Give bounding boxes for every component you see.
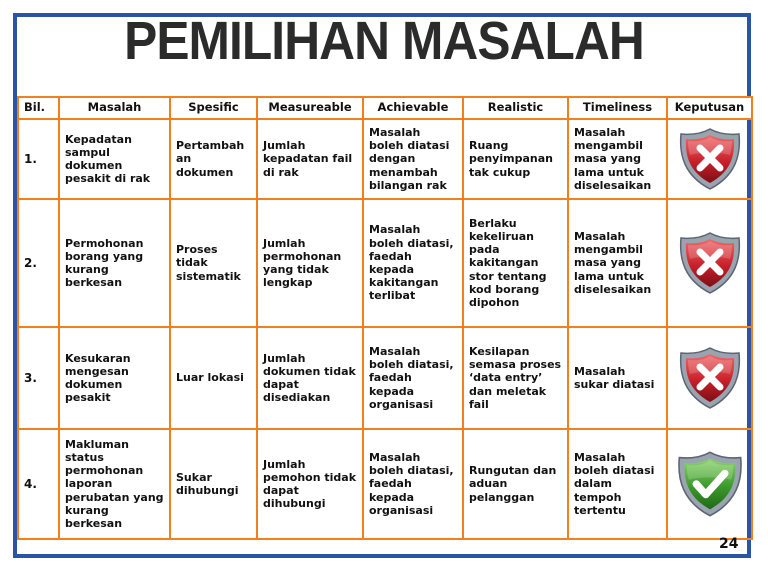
table-row — [18, 429, 752, 539]
header-measureable: Measureable — [257, 97, 363, 119]
cell-measureable: Jumlah kepadatan fail di rak — [257, 119, 363, 199]
header-spesific: Spesific — [170, 97, 257, 119]
cell-achievable: Masalah boleh diatasi, faedah kepada kakitangan terlibat — [363, 199, 463, 327]
row-number: 4. — [18, 429, 59, 539]
cell-spesific: Pertambah an dokumen — [170, 119, 257, 199]
header-timeliness: Timeliness — [568, 97, 667, 119]
cell-spesific: Sukar dihubungi — [170, 429, 257, 539]
cell-keputusan — [667, 119, 752, 199]
shield-check-icon — [673, 438, 747, 530]
header-masalah: Masalah — [59, 97, 170, 119]
cell-measureable: Jumlah permohonan yang tidak lengkap — [257, 199, 363, 327]
cell-achievable: Masalah boleh diatasi dengan menambah bilangan rak — [363, 119, 463, 199]
header-keputusan: Keputusan — [667, 97, 752, 119]
shield-x-icon — [675, 126, 745, 192]
header-achievable: Achievable — [363, 97, 463, 119]
header-bil: Bil. — [18, 97, 59, 119]
cell-measureable: Jumlah dokumen tidak dapat disediakan — [257, 327, 363, 429]
header-row — [18, 97, 752, 119]
page-title: PEMILIHAN MASALAH — [124, 11, 644, 71]
table-row — [18, 327, 752, 429]
cell-masalah: Kesukaran mengesan dokumen pesakit — [59, 327, 170, 429]
cell-measureable: Jumlah pemohon tidak dapat dihubungi — [257, 429, 363, 539]
cell-realistic: Ruang penyimpanan tak cukup — [463, 119, 568, 199]
cell-spesific: Proses tidak sistematik — [170, 199, 257, 327]
cell-masalah: Kepadatan sampul dokumen pesakit di rak — [59, 119, 170, 199]
cell-keputusan — [667, 327, 752, 429]
cell-achievable: Masalah boleh diatasi, faedah kepada organisasi — [363, 429, 463, 539]
cell-masalah: Permohonan borang yang kurang berkesan — [59, 199, 170, 327]
cell-timeliness: Masalah sukar diatasi — [568, 327, 667, 429]
cell-timeliness: Masalah mengambil masa yang lama untuk diselesaikan — [568, 119, 667, 199]
cell-realistic: Berlaku kekeliruan pada kakitangan stor tentang kod borang dipohon — [463, 199, 568, 327]
header-realistic: Realistic — [463, 97, 568, 119]
cell-masalah: Makluman status permohonan laporan perubatan yang kurang berkesan — [59, 429, 170, 539]
row-number: 2. — [18, 199, 59, 327]
cell-keputusan — [667, 429, 752, 539]
cell-timeliness: Masalah mengambil masa yang lama untuk diselesaikan — [568, 199, 667, 327]
page-number: 24 — [719, 536, 739, 552]
row-number: 3. — [18, 327, 59, 429]
cell-achievable: Masalah boleh diatasi, faedah kepada organisasi — [363, 327, 463, 429]
problem-selection-table — [17, 96, 753, 540]
cell-keputusan — [667, 199, 752, 327]
cell-spesific: Luar lokasi — [170, 327, 257, 429]
table-row — [18, 199, 752, 327]
shield-x-icon — [675, 343, 745, 413]
table-row — [18, 119, 752, 199]
row-number: 1. — [18, 119, 59, 199]
cell-realistic: Rungutan dan aduan pelanggan — [463, 429, 568, 539]
cell-realistic: Kesilapan semasa proses ‘data entry’ dan meletak fail — [463, 327, 568, 429]
shield-x-icon — [675, 223, 745, 303]
cell-timeliness: Masalah boleh diatasi dalam tempoh tertentu — [568, 429, 667, 539]
